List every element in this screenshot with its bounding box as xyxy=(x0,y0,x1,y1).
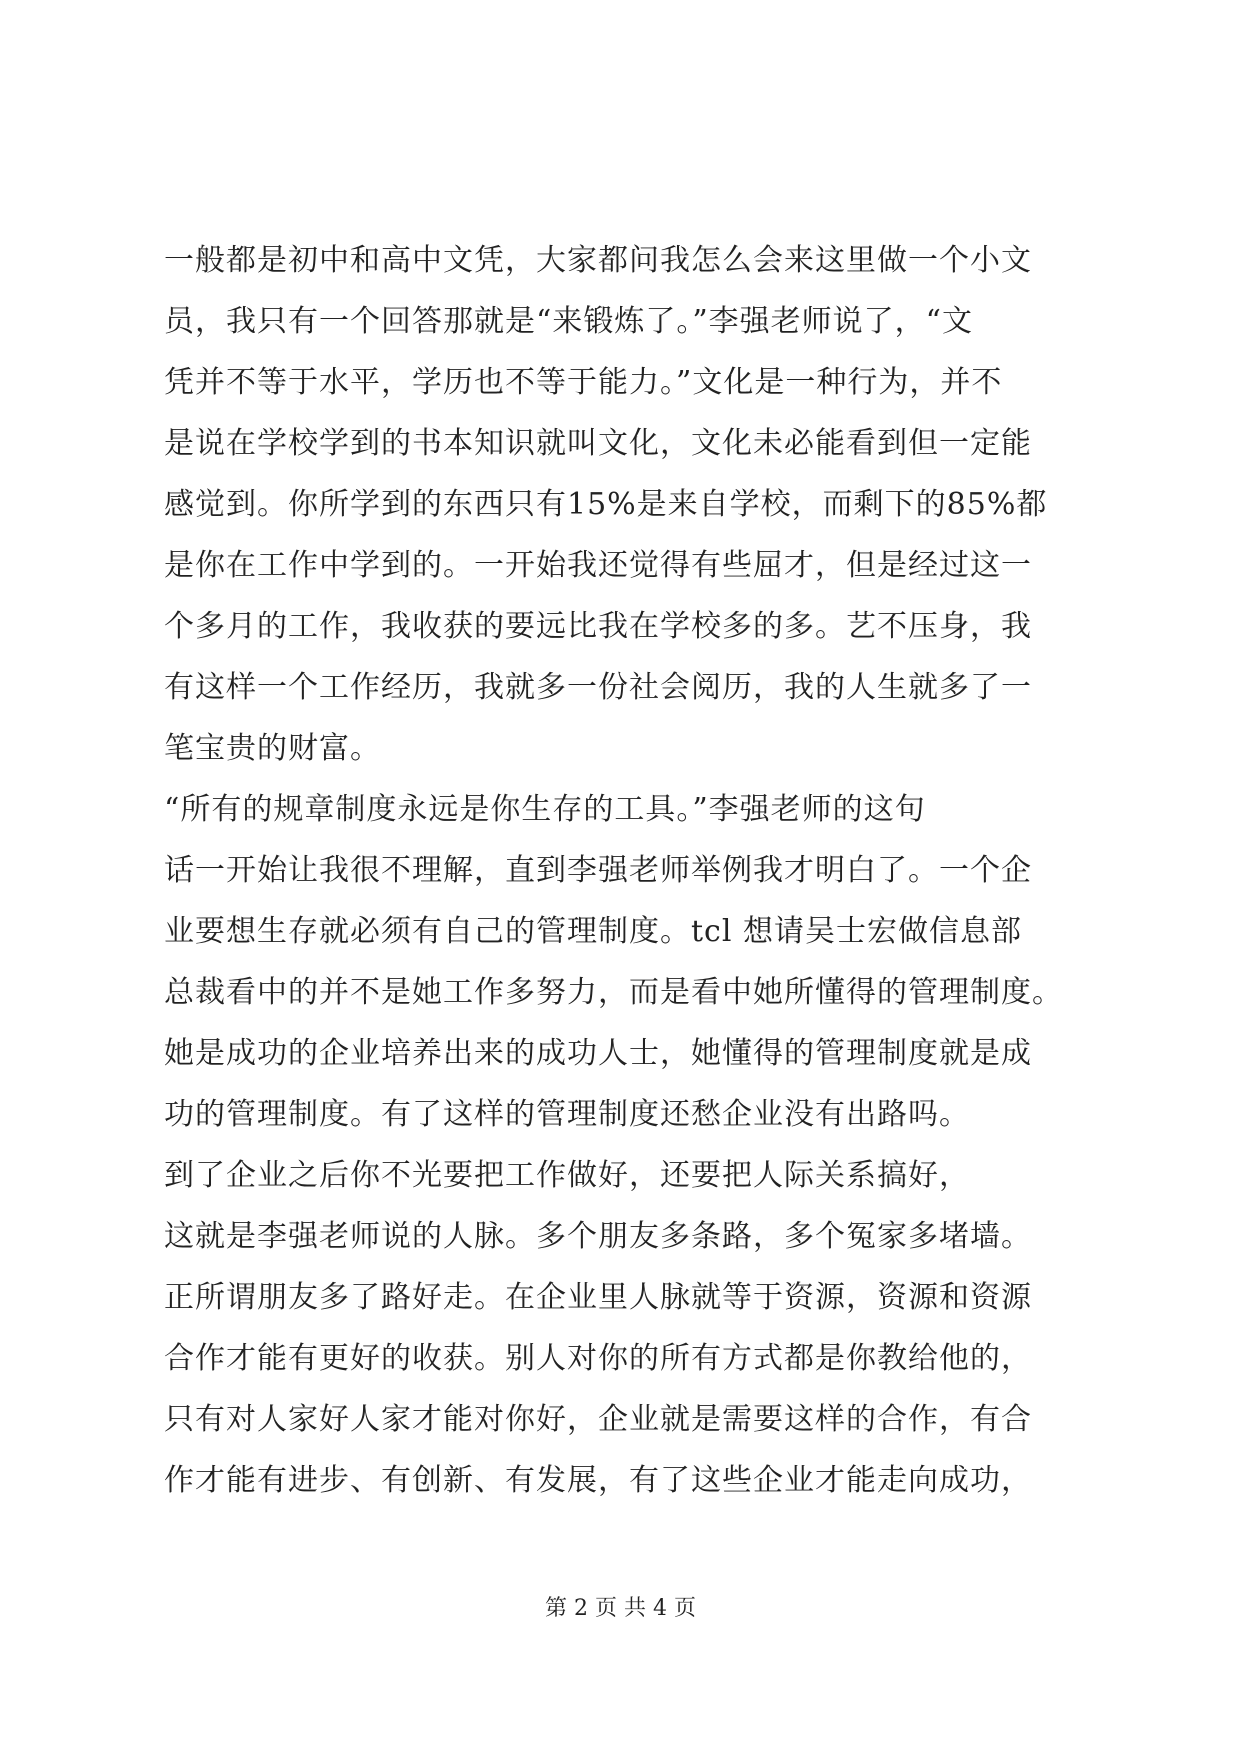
text-line: 个多月的工作，我收获的要远比我在学校多的多。艺不压身，我 xyxy=(164,609,1032,644)
text-line: 是你在工作中学到的。一开始我还觉得有些屈才，但是经过这一 xyxy=(164,548,1032,583)
text-line: “所有的规章制度永远是你生存的工具。”李强老师的这句 xyxy=(164,792,926,827)
text-line: 业要想生存就必须有自己的管理制度。tcl 想请吴士宏做信息部 xyxy=(164,914,1022,949)
text-line: 只有对人家好人家才能对你好，企业就是需要这样的合作，有合 xyxy=(164,1402,1032,1437)
text-line: 合作才能有更好的收获。别人对你的所有方式都是你教给他的， xyxy=(164,1341,1032,1376)
document-body xyxy=(164,230,1078,1511)
text-line: 是说在学校学到的书本知识就叫文化，文化未必能看到但一定能 xyxy=(164,426,1032,461)
text-line: 话一开始让我很不理解，直到李强老师举例我才明白了。一个企 xyxy=(164,853,1032,888)
page-number-footer: 第 2 页 共 4 页 xyxy=(545,1596,696,1621)
text-line: 员，我只有一个回答那就是“来锻炼了。”李强老师说了，“文 xyxy=(164,304,974,339)
text-line: 一般都是初中和高中文凭，大家都问我怎么会来这里做一个小文 xyxy=(164,243,1032,278)
text-line: 到了企业之后你不光要把工作做好，还要把人际关系搞好， xyxy=(164,1158,970,1193)
text-line: 凭并不等于水平，学历也不等于能力。”文化是一种行为，并不 xyxy=(164,365,1003,400)
text-line: 这就是李强老师说的人脉。多个朋友多条路，多个冤家多堵墙。 xyxy=(164,1219,1032,1254)
text-line: 笔宝贵的财富。 xyxy=(164,731,381,766)
text-line: 感觉到。你所学到的东西只有15%是来自学校，而剩下的85%都 xyxy=(164,487,1048,522)
text-line: 正所谓朋友多了路好走。在企业里人脉就等于资源，资源和资源 xyxy=(164,1280,1032,1315)
text-line: 她是成功的企业培养出来的成功人士，她懂得的管理制度就是成 xyxy=(164,1036,1032,1071)
text-line: 功的管理制度。有了这样的管理制度还愁企业没有出路吗。 xyxy=(164,1097,970,1132)
text-line: 作才能有进步、有创新、有发展，有了这些企业才能走向成功， xyxy=(164,1463,1032,1498)
text-line: 总裁看中的并不是她工作多努力，而是看中她所懂得的管理制度。 xyxy=(164,975,1063,1010)
text-line: 有这样一个工作经历，我就多一份社会阅历，我的人生就多了一 xyxy=(164,670,1032,705)
